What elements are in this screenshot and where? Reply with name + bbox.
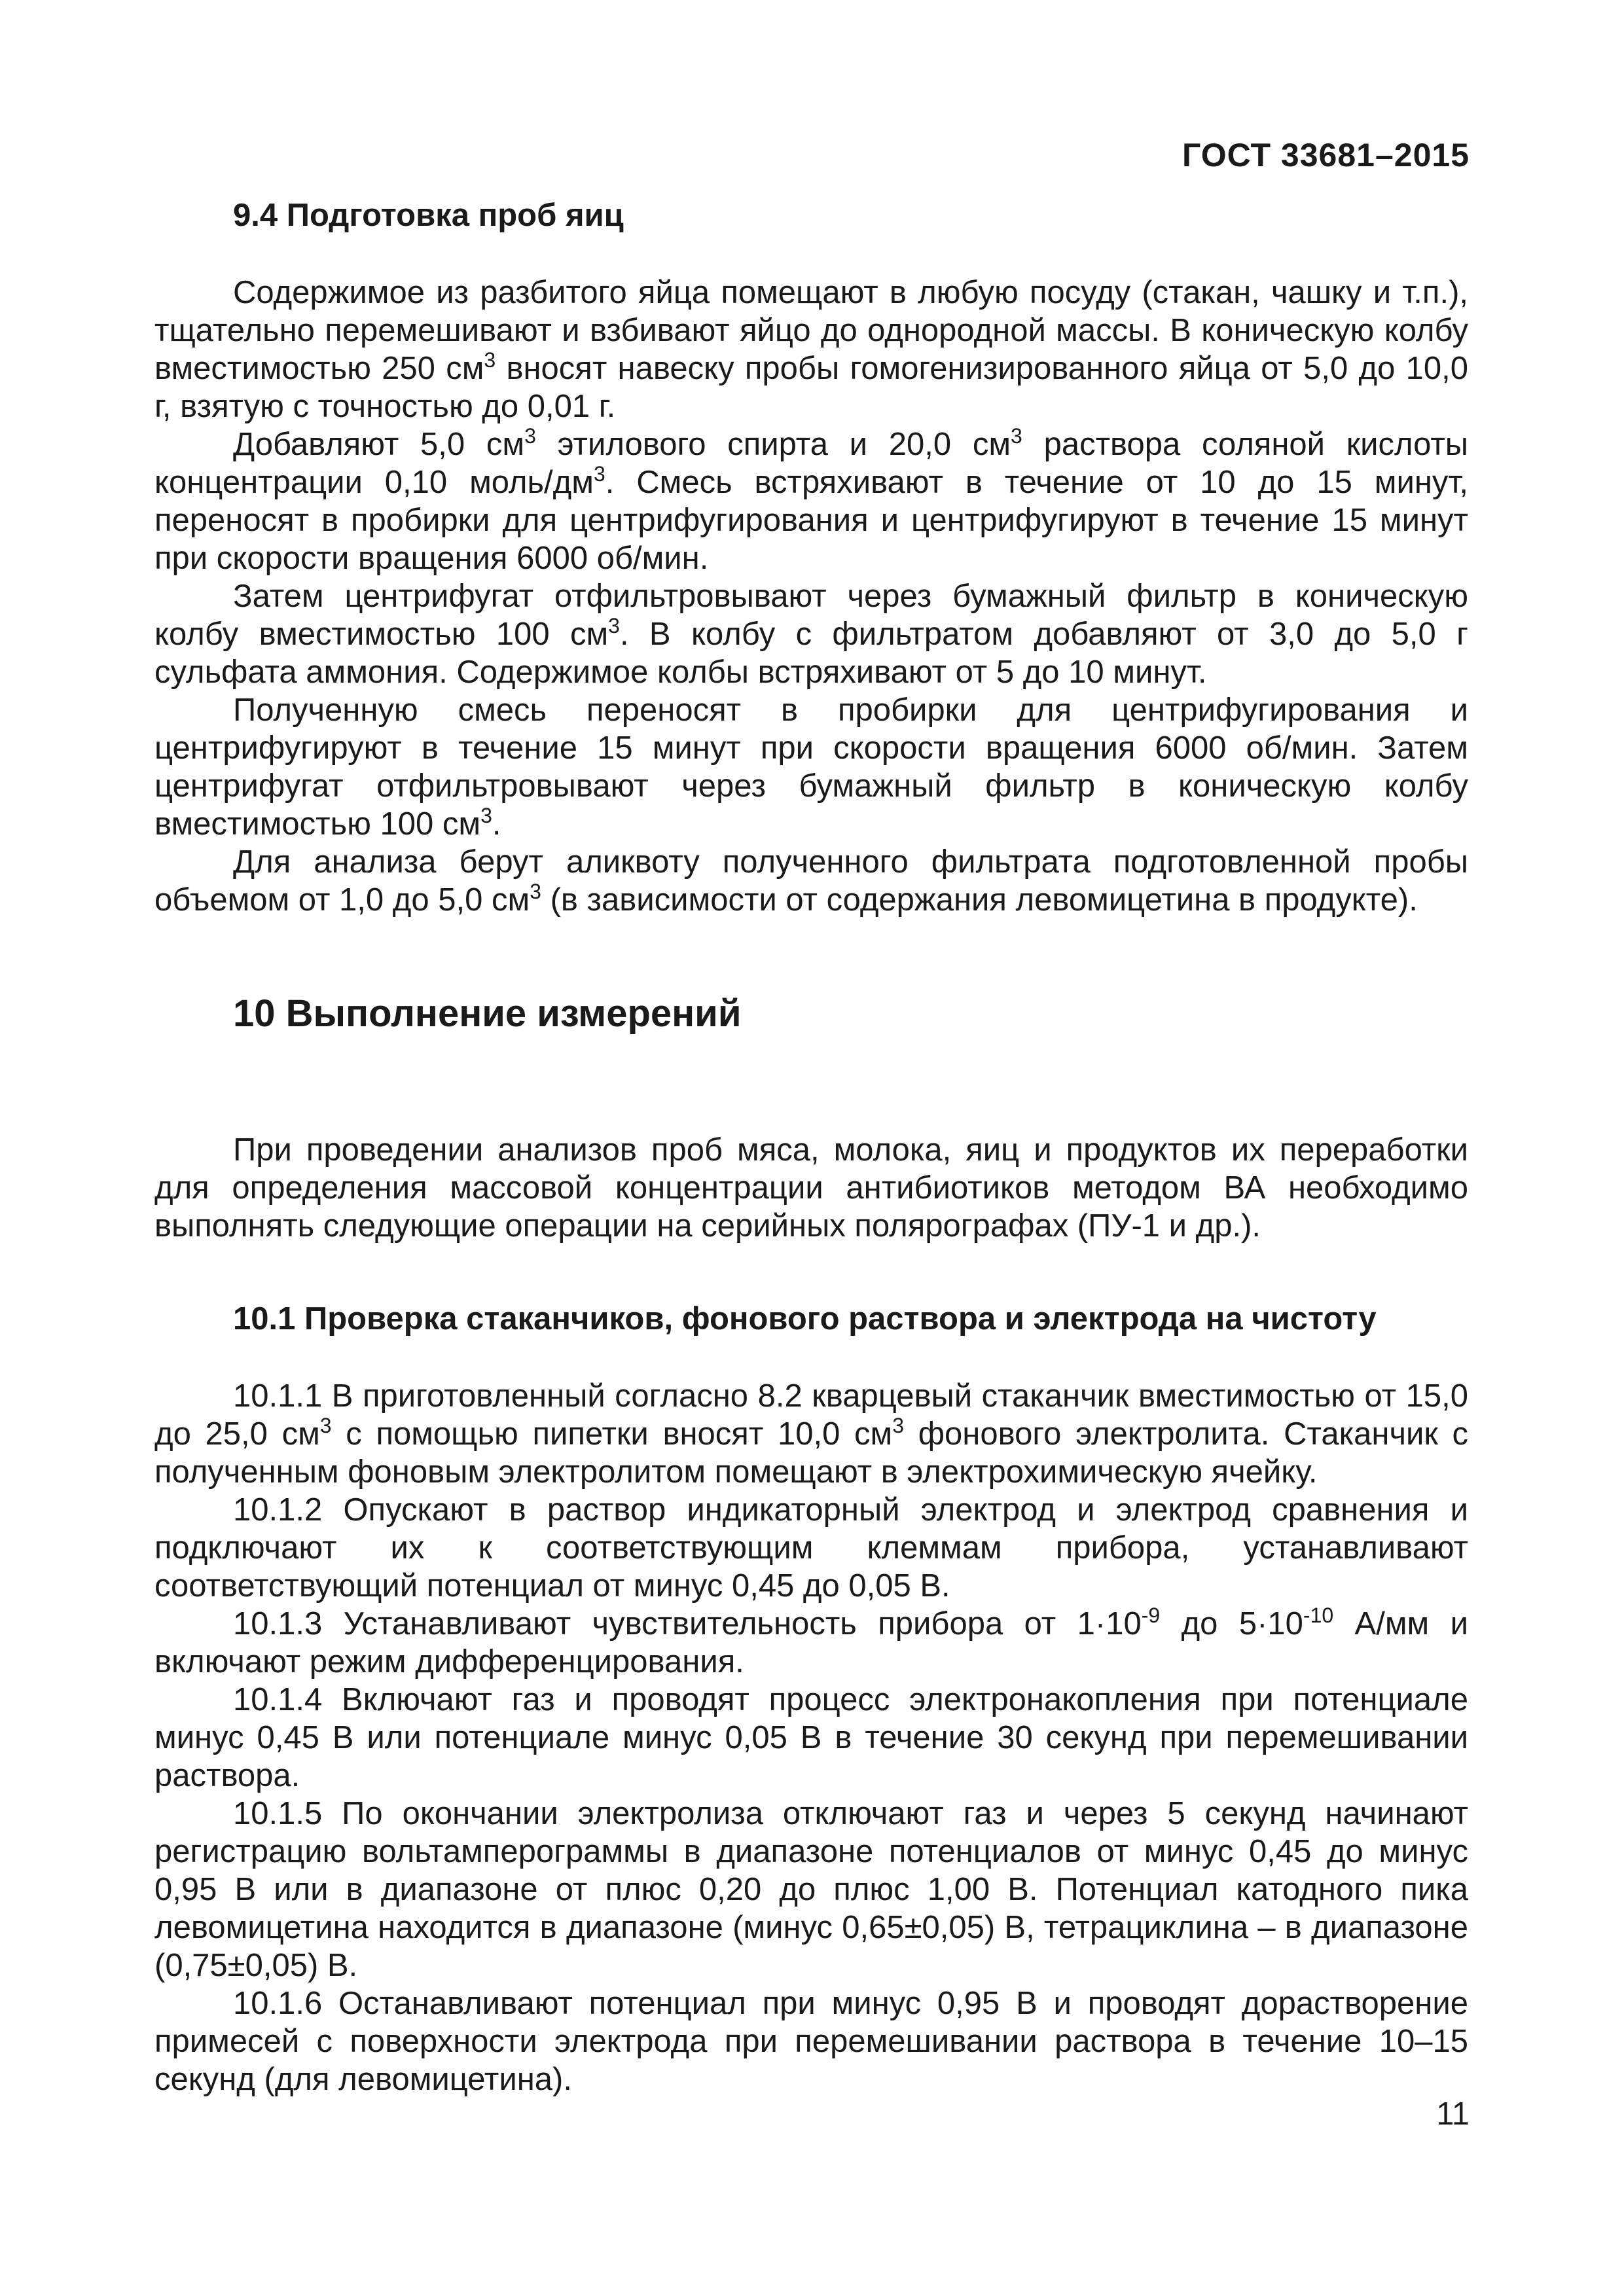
paragraph: Для анализа берут аликвоту полученного фильтрата подготовленной пробы объемом от 1,0 до 5,0 $см^3$ (в зависимости от содержания левомицетина в продукте). — [154, 844, 1468, 918]
paragraph: 10.1.1 В приготовленный согласно 8.2 кварцевый стаканчик вместимостью от 15,0 до 25,0 $см^3$ с помощью пипетки вносят 10,0 $см^3$ фонового электролита. Стаканчик с полученным фоновым электролитом помещают в электрохимическую ячейку. — [154, 1378, 1468, 1490]
paragraph: При проведении анализов проб мяса, молока, яиц и продуктов их переработки для определения массовой концентрации антибиотиков методом ВА необходимо выполнять следующие операции на серийных полярографах (ПУ-1 и др.). — [154, 1132, 1468, 1244]
document-code: ГОСТ 33681–2015 — [1182, 137, 1470, 173]
paragraph: 10.1.6 Останавливают потенциал при минус 0,95 В и проводят дорастворение примесей с поверхности электрода при перемешивании раствора в течение 10–15 секунд (для левомицетина). — [154, 1986, 1468, 2097]
paragraph: 10.1.5 По окончании электролиза отключают газ и через 5 секунд начинают регистрацию вольтамперограммы в диапазоне потенциалов от минус 0,45 до минус 0,95 В или в диапазоне от плюс 0,20 до плюс 1,00 В. Потенциал катодного пика левомицетина находится в диапазоне (минус 0,65±0,05) В, тетрациклина – в диапазоне (0,75±0,05) В. — [154, 1796, 1468, 1983]
page-number: 11 — [1436, 2096, 1470, 2132]
section-10-heading: 10 Выполнение измерений — [233, 992, 742, 1035]
section-9-4-heading: 9.4 Подготовка проб яиц — [233, 198, 624, 233]
paragraph: Добавляют 5,0 $см^3$ этилового спирта и 20,0 $см^3$ раствора соляной кислоты концентрации 0,10 моль/$дм^3$. Смесь встряхивают в течение от 10 до 15 минут, переносят в пробирки для центрифугирования и центрифугируют в течение 15 минут при скорости вращения 6000 об/мин. — [154, 424, 1469, 576]
page-body — [154, 196, 1468, 2098]
paragraph: 10.1.4 Включают газ и проводят процесс электронакопления при потенциале минус 0,45 В или потенциале минус 0,05 В в течение 30 секунд при перемешивании раствора. — [154, 1682, 1468, 1793]
paragraph: 10.1.3 Устанавливают чувствительность прибора от $1\cdot 10^{-9}$ до $5\cdot 10^{-10}$ А/мм и включают режим дифференцирования. — [154, 1604, 1468, 1679]
paragraph: Содержимое из разбитого яйца помещают в любую посуду (стакан, чашку и т.п.), тщательно перемешивают и взбивают яйцо до однородной массы. В коническую колбу вместимостью 250 $см^3$ вносят навеску пробы гомогенизированного яйца от 5,0 до 10,0 г, взятую с точностью до 0,01 г. — [154, 275, 1468, 424]
paragraph: Полученную смесь переносят в пробирки для центрифугирования и центрифугируют в течение 15 минут при скорости вращения 6000 об/мин. Затем центрифугат отфильтровывают через бумажный фильтр в коническую колбу вместимостью 100 $см^3$. — [154, 692, 1468, 842]
paragraph: 10.1.2 Опускают в раствор индикаторный электрод и электрод сравнения и подключают их к соответствующим клеммам прибора, устанавливают соответствующий потенциал от минус 0,45 до 0,05 В. — [154, 1492, 1468, 1604]
paragraph: Затем центрифугат отфильтровывают через бумажный фильтр в коническую колбу вместимостью 100 $см^3$. В колбу с фильтратом добавляют от 3,0 до 5,0 г сульфата аммония. Содержимое колбы встряхивают от 5 до 10 минут. — [154, 579, 1468, 690]
section-10-1-heading: 10.1 Проверка стаканчиков, фонового раствора и электрода на чистоту — [233, 1301, 1377, 1336]
